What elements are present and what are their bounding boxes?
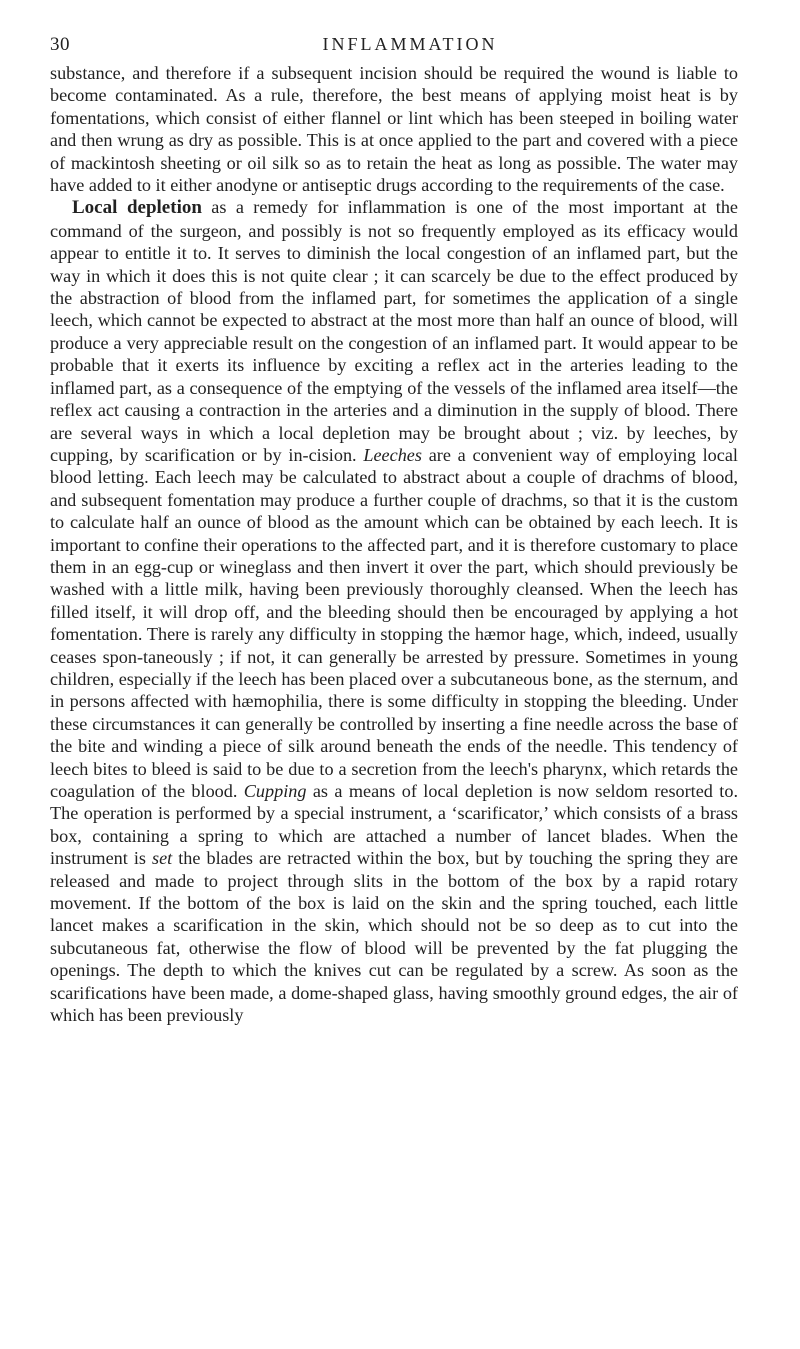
text-run: the blades are retracted within the box, but by touching the spring they are released and made to project through slits in the bottom of the box by a rapid rotary movement. If the bottom of the box is laid on the skin and the spring touched, each little lancet makes a scarification in the skin, which should not be so deep as to cut into the subcutaneous fat, otherwise the flow of blood will be prevented by the fat plugging the openings. The depth to which the knives cut can be regulated by a screw. As soon as the scarifications have been made, a dome-shaped glass, having smoothly ground edges, the air of which has been previously: [50, 848, 738, 1026]
text-run: as a remedy for inflammation is one of the most important at the command of the surgeon, and possibly is not so frequently employed as its efficacy would appear to entitle it to. It serves to diminish the local congestion of an inflamed part, but the way in which it does this is not quite clear ; it can scarcely be due to the effect produced by the abstraction of blood from the inflamed part, for sometimes the application of a single leech, which cannot be expected to abstract at the most more than half an ounce of blood, will produce a very appreciable result on the congestion of an inflamed part. It would appear to be probable that it exerts its influence by exciting a reflex act in the arteries leading to the inflamed part, as a consequence of the emptying of the vessels of the inflamed area itself—the reflex act causing a contraction in the arteries and a diminution in the supply of blood. There are several ways in which a local depletion may be brought about ; viz. by leeches, by cupping, by scarification or by in-cision.: [50, 197, 738, 465]
italic-term-set: set: [152, 848, 173, 869]
italic-term-leeches: Leeches: [363, 444, 422, 465]
page-number: 30: [50, 34, 70, 55]
page-header: [50, 28, 740, 58]
running-title: INFLAMMATION: [322, 34, 498, 54]
paragraph-fomentation: substance, and therefore if a subsequent incision should be required the wound is liable to become contaminated. As a rule, therefore, the best means of applying moist heat is by fomentations, which consist of either flannel or lint which has been steeped in boiling water and then wrung as dry as possible. This is at once applied to the part and covered with a piece of mackintosh sheeting or oil silk so as to retain the heat as long as possible. The water may have added to it either anodyne or antiseptic drugs according to the requirements of the case.: [50, 63, 738, 196]
text-run: are a convenient way of employing local blood letting. Each leech may be calculated to abstract about a couple of drachms of blood, and subsequent fomentation may produce a further couple of drachms, so that it is the custom to calculate half an ounce of blood as the amount which can be obtained by each leech. It is important to confine their operations to the affected part, and it is therefore customary to place them in an egg-cup or wineglass and then invert it over the part, which should previously be washed with a little milk, having been previously thoroughly cleansed. When the leech has filled itself, it will drop off, and the bleeding should then be encouraged by applying a hot fomentation. There is rarely any difficulty in stopping the hæmor hage, which, indeed, usually ceases spon-taneously ; if not, it can generally be arrested by pressure. Sometimes in young children, especially if the leech has been placed over a subcutaneous bone, as the sternum, and in persons affected with hæmophilia, there is some difficulty in stopping the bleeding. Under these circumstances it can generally be controlled by inserting a fine needle across the base of the bite and winding a piece of silk around beneath the ends of the needle. This tendency of leech bites to bleed is said to be due to a secretion from the leech's pharynx, which retards the coagulation of the blood.: [50, 444, 738, 801]
section-heading-local-depletion: Local depletion: [72, 197, 202, 219]
text-run: as a means of local depletion is now seldom resorted to. The operation is performed by a special instrument, a ‘scarificator,’ which consists of a brass box, containing a spring to which are attached a number of lancet blades. When the instrument is: [50, 781, 738, 869]
body-text: [50, 62, 738, 1026]
paragraph-local-depletion: [50, 196, 738, 1026]
italic-term-cupping: Cupping: [243, 781, 307, 801]
